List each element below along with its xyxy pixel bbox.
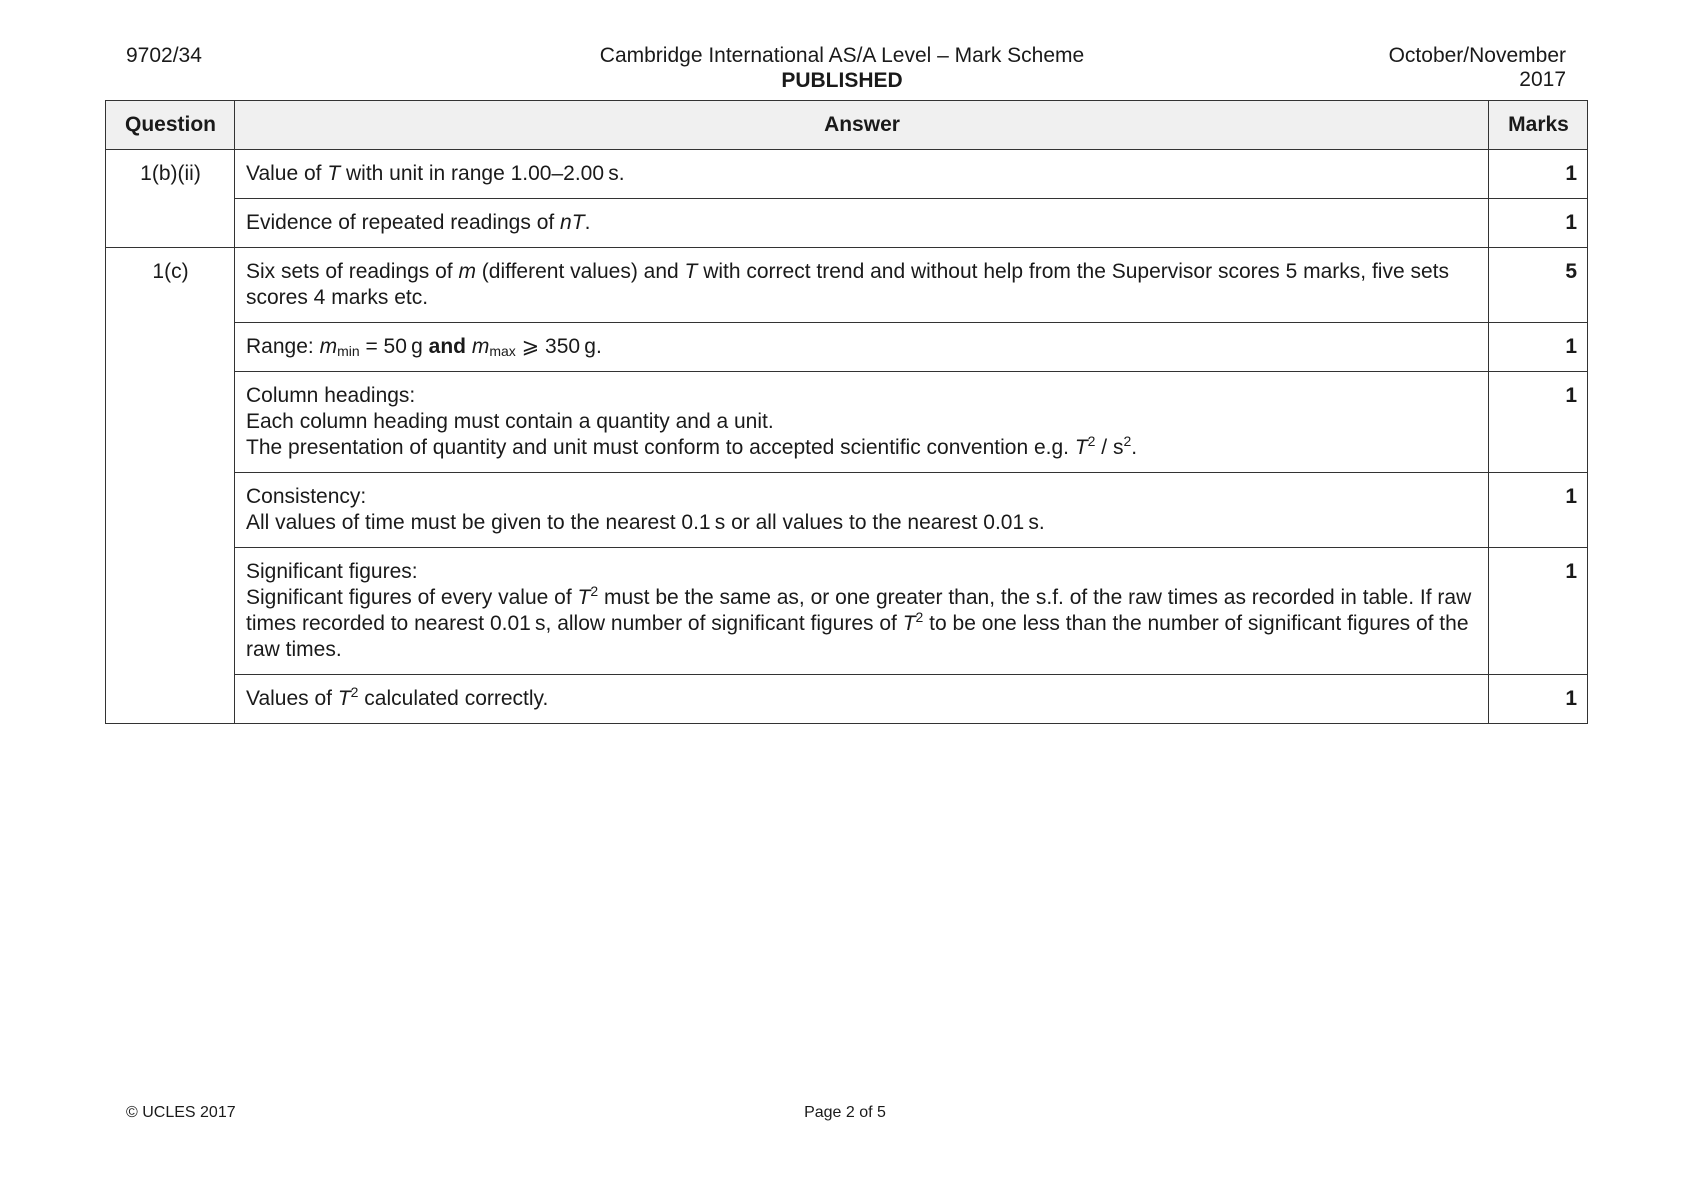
answer-cell: Value of T with unit in range 1.00–2.00 s. (235, 150, 1489, 199)
table-row (106, 323, 1588, 372)
session-year: 2017 (1519, 68, 1566, 91)
marks-cell: 1 (1489, 372, 1588, 473)
table-row (106, 372, 1588, 473)
marks-cell: 1 (1489, 548, 1588, 675)
answer-cell: Evidence of repeated readings of nT. (235, 199, 1489, 248)
marks-cell: 5 (1489, 248, 1588, 323)
answer-cell: Consistency: All values of time must be given to the nearest 0.1 s or all values to the nearest 0.01 s. (235, 473, 1489, 548)
answer-cell: Six sets of readings of m (different values) and T with correct trend and without help from the Supervisor scores 5 marks, five sets scores 4 marks etc. (235, 248, 1489, 323)
answer-cell: Column headings: Each column heading must contain a quantity and a unit. The presentation of quantity and unit must conform to accepted scientific convention e.g. $T^2 / s^2$. (235, 372, 1489, 473)
table-row (106, 473, 1588, 548)
copyright-notice: © UCLES 2017 (126, 1104, 236, 1121)
page-number: Page 2 of 5 (804, 1104, 886, 1121)
table-row (106, 150, 1588, 199)
table-row (106, 248, 1588, 323)
marks-cell: 1 (1489, 199, 1588, 248)
marks-cell: 1 (1489, 675, 1588, 724)
answer-column-header: Answer (235, 101, 1489, 150)
marks-cell: 1 (1489, 323, 1588, 372)
table-header-row (106, 101, 1588, 150)
question-cell: 1(c) (106, 248, 235, 724)
answer-cell: Values of $T^2$ calculated correctly. (235, 675, 1489, 724)
mark-scheme-table (105, 100, 1588, 724)
answer-cell: Range: $m_{min} = 50$ g and $m_{max}$ ⩾ 350 g. (235, 323, 1489, 372)
table-row (106, 548, 1588, 675)
question-cell: 1(b)(ii) (106, 150, 235, 248)
exam-session (1389, 44, 1566, 92)
page-header (0, 42, 1684, 96)
marks-column-header: Marks (1489, 101, 1588, 150)
question-column-header: Question (106, 101, 235, 150)
document-title: Cambridge International AS/A Level – Mark Scheme (599, 44, 1085, 67)
published-label: PUBLISHED (781, 69, 903, 92)
session-month: October/November (1388, 44, 1566, 67)
marks-cell: 1 (1489, 150, 1588, 199)
table-row (106, 675, 1588, 724)
syllabus-code: 9702/34 (126, 44, 202, 67)
table-row (106, 199, 1588, 248)
marks-cell: 1 (1489, 473, 1588, 548)
answer-cell: Significant figures: Significant figures of every value of $T^2$ must be the same as, or one greater than, the s.f. of the raw times as recorded in table. If raw times recorded to nearest 0.01 s, allow number of significant figures of $T^2$ to be one less than the number of significant figures of the raw times. (235, 548, 1489, 675)
